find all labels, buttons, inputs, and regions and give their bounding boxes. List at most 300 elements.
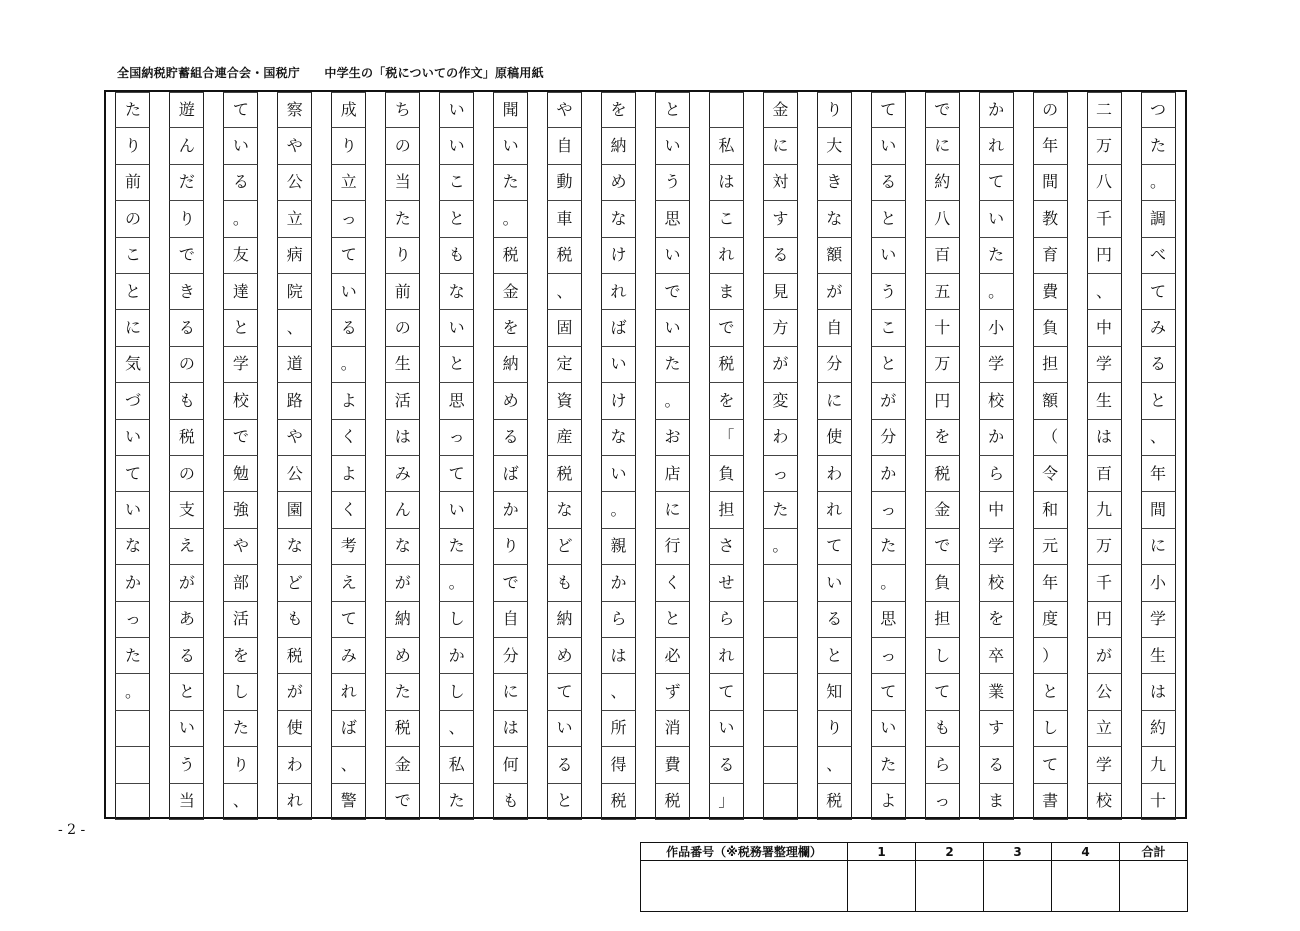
grid-cell: わ	[817, 456, 852, 492]
grid-cell: う	[169, 747, 204, 783]
grid-cell: の	[169, 347, 204, 383]
grid-cell: 車	[547, 201, 582, 237]
grid-cell: の	[1033, 92, 1068, 128]
grid-cell: て	[871, 674, 906, 710]
grid-cell: 十	[1141, 784, 1176, 820]
grid-cell: 」	[709, 784, 744, 820]
grid-cell: と	[223, 310, 258, 346]
grid-cell: 百	[925, 238, 960, 274]
grid-cell: 万	[1087, 529, 1122, 565]
grid-cell: め	[547, 638, 582, 674]
grid-cell: 生	[385, 347, 420, 383]
grid-cell: た	[385, 201, 420, 237]
grid-cell: よ	[331, 456, 366, 492]
grid-cell: と	[547, 784, 582, 820]
grid-cell: 金	[493, 274, 528, 310]
grid-cell	[709, 92, 744, 128]
grid-cell: 分	[493, 638, 528, 674]
grid-cell: ）	[1033, 638, 1068, 674]
grid-cell: れ	[709, 238, 744, 274]
work-number-header: 作品番号（※税務署整理欄）	[641, 843, 848, 861]
grid-cell: 学	[979, 529, 1014, 565]
grid-cell: が	[871, 383, 906, 419]
grid-cell: 九	[1087, 492, 1122, 528]
grid-cell: 、	[547, 274, 582, 310]
grid-cell: て	[331, 602, 366, 638]
grid-cell: 店	[655, 456, 690, 492]
grid-cell: て	[547, 674, 582, 710]
grid-cell: て	[331, 238, 366, 274]
grid-cell: 校	[223, 383, 258, 419]
grid-cell: き	[169, 274, 204, 310]
grid-cell: 活	[223, 602, 258, 638]
grid-cell: 産	[547, 420, 582, 456]
grid-cell: く	[331, 420, 366, 456]
grid-cell: 費	[1033, 274, 1068, 310]
grid-cell: た	[763, 492, 798, 528]
grid-cell: 強	[223, 492, 258, 528]
grid-cell: 院	[277, 274, 312, 310]
grid-cell: う	[655, 165, 690, 201]
grid-cell: 中	[979, 492, 1014, 528]
grid-cell: が	[1087, 638, 1122, 674]
grid-cell: 。	[871, 565, 906, 601]
grid-cell: と	[115, 274, 150, 310]
grid-cell: で	[709, 310, 744, 346]
grid-cell: を	[979, 602, 1014, 638]
grid-cell: っ	[925, 784, 960, 820]
grid-cell: て	[979, 165, 1014, 201]
grid-cell: 八	[1087, 165, 1122, 201]
grid-cell: 、	[439, 711, 474, 747]
grid-cell	[763, 784, 798, 820]
grid-cell: を	[709, 383, 744, 419]
grid-cell: よ	[871, 784, 906, 820]
grid-cell: て	[1141, 274, 1176, 310]
grid-cell	[115, 747, 150, 783]
grid-cell: り	[115, 128, 150, 164]
grid-cell: て	[115, 456, 150, 492]
grid-cell: 担	[709, 492, 744, 528]
grid-cell: 達	[223, 274, 258, 310]
grid-cell: 当	[169, 784, 204, 820]
grid-cell: い	[439, 128, 474, 164]
grid-cell: る	[817, 602, 852, 638]
grid-cell: の	[385, 310, 420, 346]
grid-cell: （	[1033, 420, 1068, 456]
grid-cell: 使	[817, 420, 852, 456]
grid-cell: る	[331, 310, 366, 346]
grid-cell: 活	[385, 383, 420, 419]
grid-cell: る	[169, 310, 204, 346]
grid-cell: か	[979, 92, 1014, 128]
grid-cell: 、	[817, 747, 852, 783]
grid-cell: に	[817, 383, 852, 419]
grid-cell	[763, 638, 798, 674]
grid-cell: ば	[331, 711, 366, 747]
grid-cell: い	[655, 238, 690, 274]
grid-cell: る	[547, 747, 582, 783]
grid-cell: こ	[115, 238, 150, 274]
grid-cell: 、	[223, 784, 258, 820]
grid-cell: や	[277, 420, 312, 456]
score-field-total[interactable]	[1120, 861, 1188, 912]
grid-cell: た	[115, 92, 150, 128]
grid-cell	[763, 565, 798, 601]
grid-cell: な	[601, 201, 636, 237]
grid-cell: が	[385, 565, 420, 601]
grid-cell: た	[439, 784, 474, 820]
grid-cell: 必	[655, 638, 690, 674]
grid-cell: 教	[1033, 201, 1068, 237]
grid-cell: れ	[979, 128, 1014, 164]
grid-cell: 部	[223, 565, 258, 601]
grid-cell: 税	[385, 711, 420, 747]
grid-cell: 間	[1033, 165, 1068, 201]
grid-cell: ま	[979, 784, 1014, 820]
grid-cell: い	[871, 128, 906, 164]
grid-cell: 。	[331, 347, 366, 383]
grid-cell: た	[439, 529, 474, 565]
grid-cell: 担	[1033, 347, 1068, 383]
grid-cell: 動	[547, 165, 582, 201]
grid-cell: り	[817, 92, 852, 128]
grid-cell: い	[115, 492, 150, 528]
grid-cell: い	[709, 711, 744, 747]
grid-cell: 約	[1141, 711, 1176, 747]
grid-cell: 税	[709, 347, 744, 383]
grid-cell: 和	[1033, 492, 1068, 528]
grid-cell: こ	[439, 165, 474, 201]
grid-cell: ん	[169, 128, 204, 164]
grid-cell: る	[979, 747, 1014, 783]
grid-cell: く	[331, 492, 366, 528]
grid-cell: た	[115, 638, 150, 674]
grid-cell: を	[493, 310, 528, 346]
grid-cell: か	[493, 492, 528, 528]
grid-cell: は	[1087, 420, 1122, 456]
grid-cell: ち	[385, 92, 420, 128]
grid-cell: か	[439, 638, 474, 674]
grid-cell: て	[223, 92, 258, 128]
grid-cell: い	[979, 201, 1014, 237]
grid-cell: 税	[169, 420, 204, 456]
grid-cell: が	[817, 274, 852, 310]
grid-cell: に	[925, 128, 960, 164]
grid-cell: 公	[277, 456, 312, 492]
grid-cell: 。	[655, 383, 690, 419]
grid-cell: で	[655, 274, 690, 310]
grid-cell: 。	[493, 201, 528, 237]
grid-cell: り	[493, 529, 528, 565]
grid-cell: 道	[277, 347, 312, 383]
grid-cell: な	[385, 529, 420, 565]
grid-cell: た	[223, 711, 258, 747]
grid-cell	[763, 711, 798, 747]
grid-cell: や	[277, 128, 312, 164]
grid-cell: く	[655, 565, 690, 601]
grid-cell: 見	[763, 274, 798, 310]
grid-cell: 税	[655, 784, 690, 820]
grid-cell: を	[601, 92, 636, 128]
grid-cell: い	[601, 347, 636, 383]
grid-cell: 立	[331, 165, 366, 201]
grid-cell: 「	[709, 420, 744, 456]
grid-cell	[763, 602, 798, 638]
grid-cell: と	[655, 602, 690, 638]
grid-cell: り	[223, 747, 258, 783]
grid-cell: 当	[385, 165, 420, 201]
grid-cell: て	[817, 529, 852, 565]
grid-cell: 約	[925, 165, 960, 201]
grid-cell: る	[223, 165, 258, 201]
grid-cell	[763, 674, 798, 710]
grid-cell: 、	[601, 674, 636, 710]
grid-cell: 万	[1087, 128, 1122, 164]
grid-cell: 変	[763, 383, 798, 419]
grid-cell: し	[223, 674, 258, 710]
grid-cell: い	[223, 128, 258, 164]
grid-cell: 学	[979, 347, 1014, 383]
grid-cell: と	[169, 674, 204, 710]
grid-cell: 税	[547, 238, 582, 274]
grid-cell: 前	[385, 274, 420, 310]
score-field-1[interactable]	[848, 861, 916, 912]
grid-cell: 八	[925, 201, 960, 237]
grid-cell: 分	[871, 420, 906, 456]
grid-cell: に	[655, 492, 690, 528]
grid-cell: 対	[763, 165, 798, 201]
grid-cell: せ	[709, 565, 744, 601]
grid-cell: 負	[709, 456, 744, 492]
grid-cell: と	[817, 638, 852, 674]
grid-cell: を	[223, 638, 258, 674]
grid-cell: は	[1141, 674, 1176, 710]
grid-cell: の	[385, 128, 420, 164]
score-field-4[interactable]	[1052, 861, 1120, 912]
score-table-header-row	[641, 843, 1188, 861]
grid-cell: を	[925, 420, 960, 456]
grid-cell: も	[169, 383, 204, 419]
grid-cell: ど	[547, 529, 582, 565]
work-number-field[interactable]	[641, 861, 848, 912]
page-header: 全国納税貯蓄組合連合会・国税庁 中学生の「税についての作文」原稿用紙	[117, 66, 544, 80]
grid-cell: 円	[925, 383, 960, 419]
grid-cell: 自	[547, 128, 582, 164]
grid-cell: い	[547, 711, 582, 747]
grid-cell: 。	[763, 529, 798, 565]
grid-cell: 納	[601, 128, 636, 164]
grid-cell: だ	[169, 165, 204, 201]
grid-cell: と	[655, 92, 690, 128]
grid-cell: 金	[925, 492, 960, 528]
grid-cell: 税	[925, 456, 960, 492]
grid-cell: べ	[1141, 238, 1176, 274]
grid-cell: は	[493, 711, 528, 747]
grid-cell: 支	[169, 492, 204, 528]
grid-cell: し	[439, 602, 474, 638]
grid-cell: て	[1033, 747, 1068, 783]
grid-cell: 千	[1087, 565, 1122, 601]
grid-cell: る	[709, 747, 744, 783]
grid-cell: 思	[655, 201, 690, 237]
grid-cell: 。	[115, 674, 150, 710]
grid-cell: 業	[979, 674, 1014, 710]
grid-cell: 円	[1087, 602, 1122, 638]
grid-cell: ば	[601, 310, 636, 346]
grid-cell: め	[385, 638, 420, 674]
grid-cell: い	[871, 238, 906, 274]
grid-cell: さ	[709, 529, 744, 565]
grid-cell: も	[493, 784, 528, 820]
score-field-2[interactable]	[916, 861, 984, 912]
grid-cell: 大	[817, 128, 852, 164]
grid-cell: と	[1033, 674, 1068, 710]
grid-cell: い	[331, 274, 366, 310]
grid-cell: 百	[1087, 456, 1122, 492]
grid-cell: い	[655, 128, 690, 164]
score-header-4: 4	[1052, 843, 1120, 861]
grid-cell: っ	[763, 456, 798, 492]
grid-cell: る	[871, 165, 906, 201]
grid-cell: 負	[925, 565, 960, 601]
grid-cell: 自	[493, 602, 528, 638]
grid-cell: 行	[655, 529, 690, 565]
grid-cell: な	[277, 529, 312, 565]
grid-cell: は	[709, 165, 744, 201]
grid-cell: 、	[1087, 274, 1122, 310]
grid-cell: い	[493, 128, 528, 164]
grid-cell: 思	[871, 602, 906, 638]
grid-cell: で	[223, 420, 258, 456]
grid-cell: 知	[817, 674, 852, 710]
grid-cell: で	[925, 92, 960, 128]
score-table	[640, 842, 1188, 912]
grid-cell: 育	[1033, 238, 1068, 274]
grid-cell: っ	[871, 492, 906, 528]
grid-cell: 何	[493, 747, 528, 783]
grid-cell: も	[547, 565, 582, 601]
grid-cell: た	[655, 347, 690, 383]
grid-cell: 警	[331, 784, 366, 820]
grid-cell: な	[115, 529, 150, 565]
grid-cell: な	[601, 420, 636, 456]
grid-cell: に	[763, 128, 798, 164]
score-header-total: 合計	[1120, 843, 1188, 861]
grid-cell: ら	[925, 747, 960, 783]
grid-cell: 年	[1033, 128, 1068, 164]
grid-cell: た	[385, 674, 420, 710]
grid-cell: れ	[817, 492, 852, 528]
grid-cell: 公	[1087, 674, 1122, 710]
grid-cell: 納	[385, 602, 420, 638]
score-header-2: 2	[916, 843, 984, 861]
grid-cell: た	[871, 747, 906, 783]
grid-cell: 資	[547, 383, 582, 419]
grid-cell: 立	[1087, 711, 1122, 747]
grid-cell: 校	[979, 383, 1014, 419]
grid-cell: い	[439, 310, 474, 346]
grid-cell: か	[601, 565, 636, 601]
grid-cell: 気	[115, 347, 150, 383]
grid-cell: 額	[1033, 383, 1068, 419]
grid-cell: 。	[223, 201, 258, 237]
grid-cell: て	[871, 92, 906, 128]
grid-cell: 察	[277, 92, 312, 128]
grid-cell: か	[115, 565, 150, 601]
grid-cell: の	[115, 201, 150, 237]
grid-cell: め	[493, 383, 528, 419]
grid-cell: 二	[1087, 92, 1122, 128]
grid-cell: 消	[655, 711, 690, 747]
grid-cell: で	[385, 784, 420, 820]
grid-cell: り	[385, 238, 420, 274]
grid-cell: 金	[763, 92, 798, 128]
grid-cell: と	[439, 201, 474, 237]
grid-cell: 生	[1087, 383, 1122, 419]
grid-cell: ず	[655, 674, 690, 710]
grid-cell: な	[547, 492, 582, 528]
grid-cell: 。	[439, 565, 474, 601]
grid-cell: 十	[925, 310, 960, 346]
grid-cell: ら	[601, 602, 636, 638]
grid-cell: 友	[223, 238, 258, 274]
grid-cell: が	[763, 347, 798, 383]
grid-cell: 中	[1087, 310, 1122, 346]
grid-cell: る	[493, 420, 528, 456]
grid-cell: 聞	[493, 92, 528, 128]
score-header-1: 1	[848, 843, 916, 861]
grid-cell: は	[601, 638, 636, 674]
grid-cell: が	[277, 674, 312, 710]
grid-cell: お	[655, 420, 690, 456]
grid-cell: 分	[817, 347, 852, 383]
grid-cell: き	[817, 165, 852, 201]
page-number: - 2 -	[58, 822, 86, 838]
grid-cell: で	[493, 565, 528, 601]
grid-cell: け	[601, 238, 636, 274]
grid-cell	[115, 784, 150, 820]
grid-cell: も	[277, 602, 312, 638]
grid-cell: に	[115, 310, 150, 346]
grid-cell: 生	[1141, 638, 1176, 674]
grid-cell: い	[871, 711, 906, 747]
grid-cell: 。	[601, 492, 636, 528]
grid-cell: る	[763, 238, 798, 274]
grid-cell: 得	[601, 747, 636, 783]
grid-cell: 税	[277, 638, 312, 674]
grid-cell: ま	[709, 274, 744, 310]
score-field-3[interactable]	[984, 861, 1052, 912]
grid-cell: た	[871, 529, 906, 565]
grid-cell: み	[331, 638, 366, 674]
grid-cell: 学	[1141, 602, 1176, 638]
grid-cell: の	[169, 456, 204, 492]
grid-cell: っ	[331, 201, 366, 237]
grid-cell: 立	[277, 201, 312, 237]
grid-cell: り	[817, 711, 852, 747]
grid-cell: 病	[277, 238, 312, 274]
grid-cell: え	[331, 565, 366, 601]
grid-cell: 万	[925, 347, 960, 383]
grid-cell: い	[439, 492, 474, 528]
grid-cell: い	[439, 92, 474, 128]
grid-cell: と	[871, 201, 906, 237]
grid-cell: 私	[439, 747, 474, 783]
grid-cell: こ	[871, 310, 906, 346]
grid-cell: れ	[331, 674, 366, 710]
grid-cell: わ	[277, 747, 312, 783]
